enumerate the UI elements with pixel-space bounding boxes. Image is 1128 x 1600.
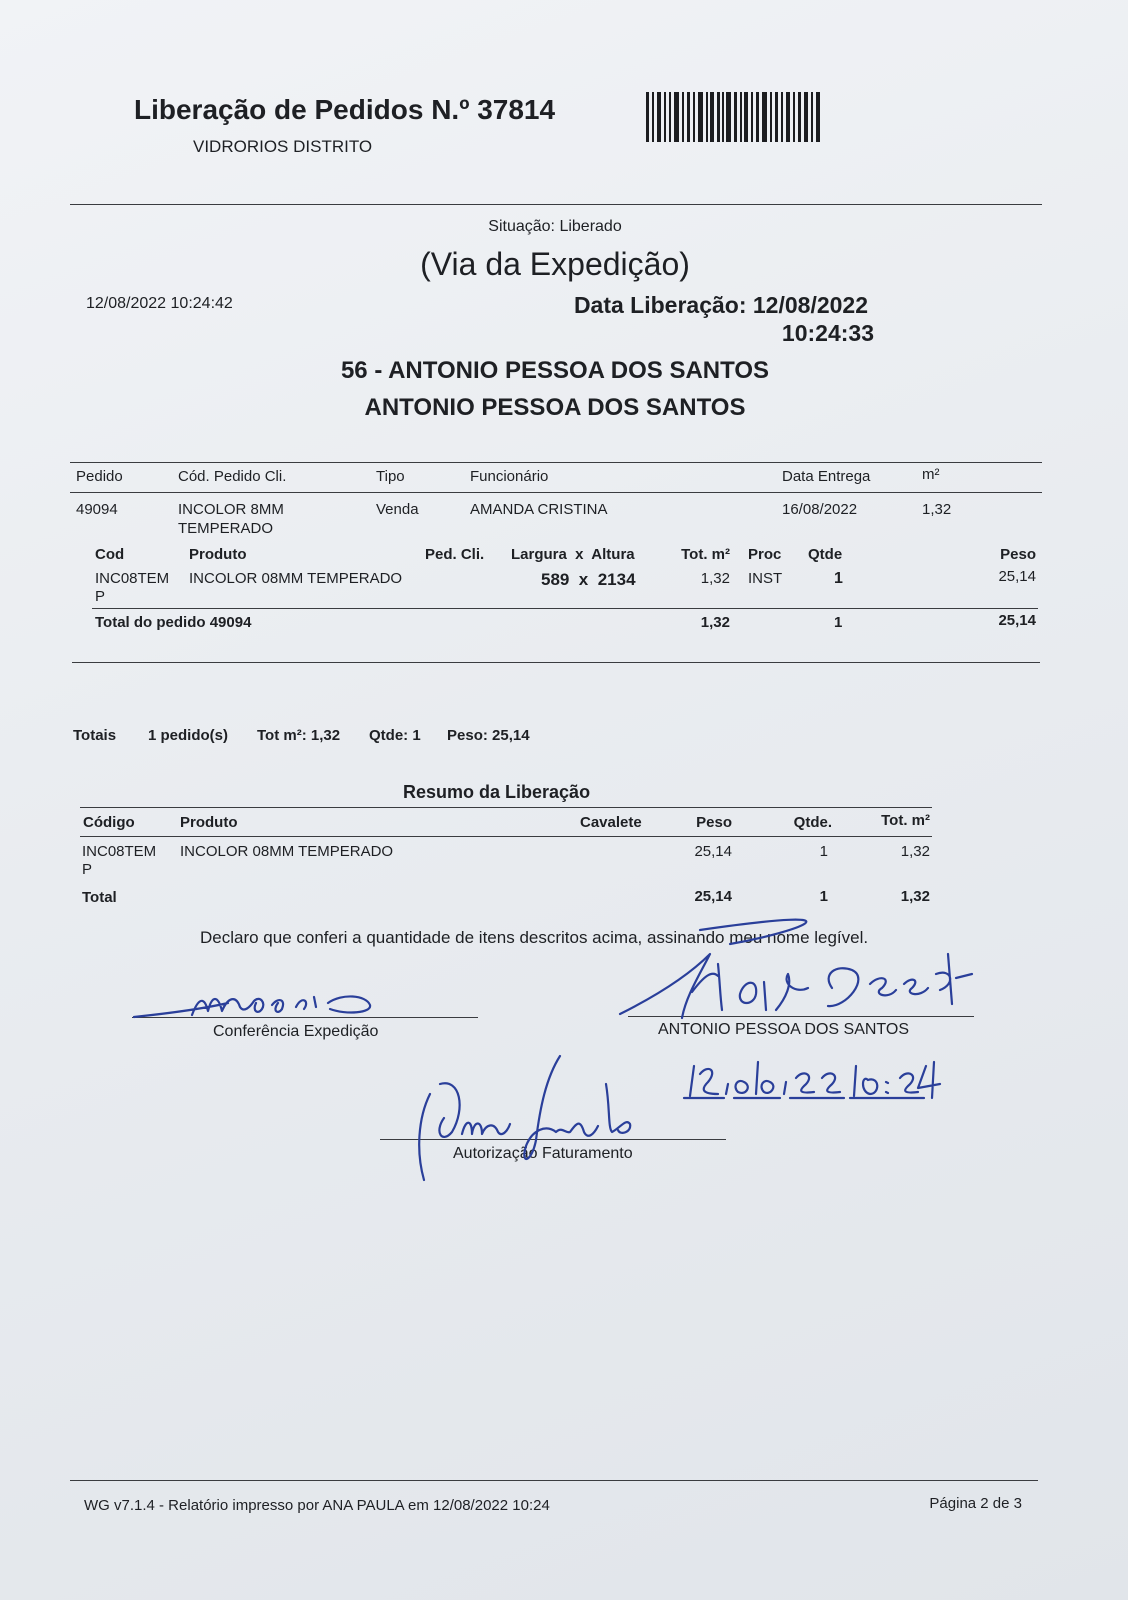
summary-total-label: Total xyxy=(82,889,117,906)
col-tipo: Tipo xyxy=(376,468,405,485)
item-col-proc: Proc xyxy=(748,546,782,563)
footer-divider xyxy=(70,1480,1038,1481)
footer-page-number: Página 2 de 3 xyxy=(929,1495,1022,1512)
copy-type: (Via da Expedição) xyxy=(420,246,690,282)
item-peso: 25,14 xyxy=(998,568,1036,585)
summary-col-produto: Produto xyxy=(180,814,238,831)
order-m2: 1,32 xyxy=(922,501,952,518)
order-data-entrega: 16/08/2022 xyxy=(782,501,858,518)
summary-col-cavalete: Cavalete xyxy=(580,814,642,831)
col-m2: m² xyxy=(922,466,940,483)
client-name: ANTONIO PESSOA DOS SANTOS xyxy=(364,394,746,421)
order-pedido: 49094 xyxy=(76,501,118,518)
summary-col-tot-m2: Tot. m² xyxy=(881,812,930,829)
order-funcionario: AMANDA CRISTINA xyxy=(470,501,608,518)
order-header-divider xyxy=(70,492,1042,493)
totals-m2: Tot m²: 1,32 xyxy=(257,727,341,744)
summary-col-codigo: Código xyxy=(83,814,135,831)
item-col-peso: Peso xyxy=(1000,546,1036,563)
summary-top xyxy=(80,807,932,808)
signature-cliente-handwritten xyxy=(600,914,980,1024)
totals-label: Totais xyxy=(73,727,117,744)
col-cod-pedido-cli: Cód. Pedido Cli. xyxy=(178,468,287,485)
signature-conferencia-handwritten xyxy=(132,985,392,1025)
release-time: 10:24:33 xyxy=(781,320,874,346)
item-dimensions: 589 x 2134 xyxy=(541,570,636,589)
summary-total-qtde: 1 xyxy=(819,888,828,905)
item-col-produto: Produto xyxy=(189,546,247,563)
label-conferencia-expedicao: Conferência Expedição xyxy=(213,1023,379,1040)
order-cod-cli-line1: INCOLOR 8MM xyxy=(178,501,284,518)
summary-total-peso: 25,14 xyxy=(694,888,732,905)
item-proc: INST xyxy=(748,570,783,587)
item-col-ped-cli: Ped. Cli. xyxy=(425,546,485,563)
order-total-peso: 25,14 xyxy=(998,612,1036,629)
item-cod-line1: INC08TEM xyxy=(95,570,170,587)
col-data-entrega: Data Entrega xyxy=(782,468,871,485)
label-autorizacao-faturamento: Autorização Faturamento xyxy=(453,1145,633,1162)
order-cod-cli-line2: TEMPERADO xyxy=(178,520,274,537)
item-produto: INCOLOR 08MM TEMPERADO xyxy=(189,570,403,587)
handwritten-date xyxy=(684,1054,954,1104)
totals-qtde: Qtde: 1 xyxy=(369,727,421,744)
document-title: Liberação de Pedidos N.º 37814 xyxy=(134,94,556,125)
item-col-cod: Cod xyxy=(95,546,125,563)
status-text: Situação: Liberado xyxy=(488,218,622,235)
summary-col-peso: Peso xyxy=(696,814,732,831)
summary-codigo-line2: P xyxy=(82,861,93,878)
barcode xyxy=(646,92,820,142)
summary-total-m2: 1,32 xyxy=(900,888,930,905)
header-divider xyxy=(70,204,1042,205)
summary-title: Resumo da Liberação xyxy=(403,782,591,802)
totals-pedidos: 1 pedido(s) xyxy=(148,727,229,744)
company-name: VIDRORIOS DISTRITO xyxy=(193,137,373,156)
release-date: Data Liberação: 12/08/2022 xyxy=(573,292,868,318)
totals-peso: Peso: 25,14 xyxy=(447,727,530,744)
client-name-code: 56 - ANTONIO PESSOA DOS SANTOS xyxy=(340,357,770,384)
order-table-bottom xyxy=(72,662,1040,663)
item-qtde: 1 xyxy=(834,570,843,587)
order-total-m2: 1,32 xyxy=(700,614,730,631)
order-total-label: Total do pedido 49094 xyxy=(95,614,252,631)
order-total-qtde: 1 xyxy=(834,614,843,631)
order-table-top xyxy=(70,462,1042,463)
item-tot-m2: 1,32 xyxy=(700,570,730,587)
print-datetime: 12/08/2022 10:24:42 xyxy=(86,295,233,312)
order-total-divider xyxy=(92,608,1038,609)
summary-produto: INCOLOR 08MM TEMPERADO xyxy=(180,843,394,860)
item-cod-line2: P xyxy=(95,588,106,605)
declaration-text: Declaro que conferi a quantidade de itens descritos acima, assinando meu nome legível. xyxy=(200,928,869,947)
item-col-tot-m2: Tot. m² xyxy=(681,546,730,563)
summary-peso: 25,14 xyxy=(694,843,732,860)
summary-col-qtde: Qtde. xyxy=(793,814,832,831)
label-cliente-nome: ANTONIO PESSOA DOS SANTOS xyxy=(658,1021,910,1038)
summary-header-divider xyxy=(80,836,932,837)
summary-tot-m2: 1,32 xyxy=(900,843,930,860)
item-col-largura-altura: Largura x Altura xyxy=(511,546,635,563)
col-pedido: Pedido xyxy=(76,468,123,485)
signature-autorizacao-handwritten xyxy=(410,1048,660,1188)
item-col-qtde: Qtde xyxy=(808,546,843,563)
col-funcionario: Funcionário xyxy=(470,468,549,485)
summary-qtde: 1 xyxy=(819,843,828,860)
order-tipo: Venda xyxy=(376,501,419,518)
footer-printed-by: WG v7.1.4 - Relatório impresso por ANA PAULA em 12/08/2022 10:24 xyxy=(84,1497,550,1514)
summary-codigo-line1: INC08TEM xyxy=(82,843,157,860)
